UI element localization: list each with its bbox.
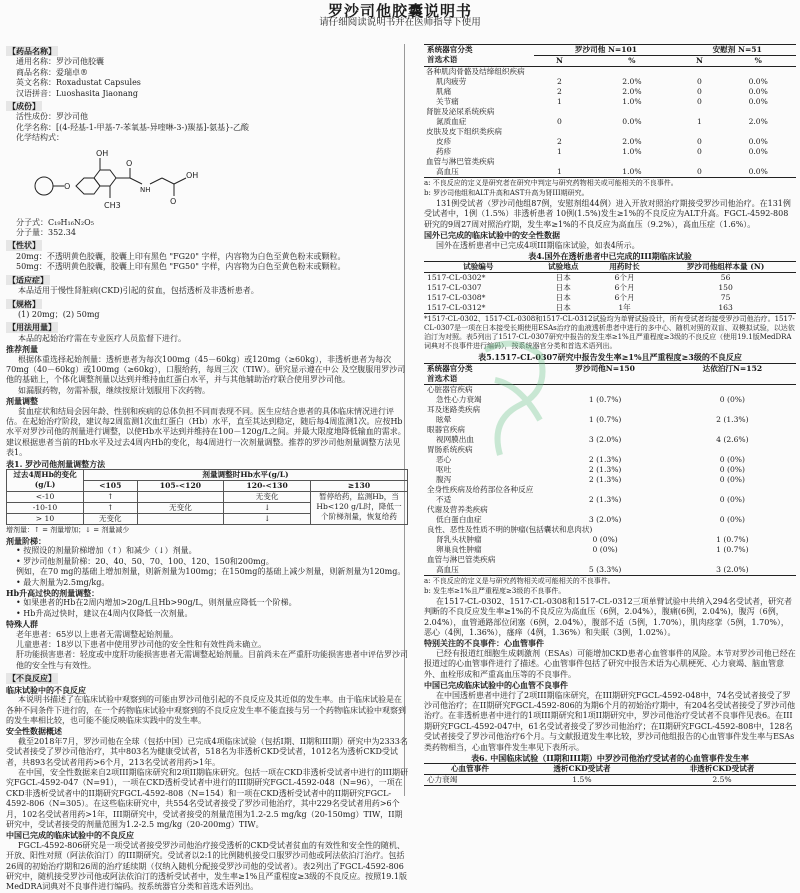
usage-paragraph-3: 如漏服药物，勿需补服，继续按原计划服用下次药物。 [18,385,210,395]
table1-cell: ↑ [84,492,138,503]
table5-group-row [424,485,796,495]
table5-cell: 2 (1.3%) [588,494,622,504]
table4-cell: 日本 [555,293,571,303]
table2-group-row [424,157,796,167]
table2-row [424,137,796,147]
table5-group-label: 良性、恶性及性质不明的肿瘤(包括囊状和息肉状) [427,524,593,534]
table5-group-label: 心脏器官疾病 [427,384,473,394]
table4-title: 表4.国外在透析患者中已完成的III期临床试验 [528,251,692,262]
table5-row [424,515,796,525]
table5-group-label: 胃肠系统疾病 [427,444,473,454]
table4-cell: 6个月 [614,283,635,293]
table2-cell: 肌肉疲劳 [436,77,467,86]
right-heading-3: 中国已完成临床试验中的心血管不良事件 [424,680,568,691]
table4-col-header: 试验编号 [463,262,494,272]
table2-group-row [424,127,796,137]
table5-cell: 肾乳头状肿瘤 [436,534,482,544]
table5-cell: 2 (1.3%) [588,464,622,474]
section-drug-name: 【药品名称】 [8,46,56,56]
table2-cell: 1 [557,147,562,156]
table2-group-label: 血管与淋巴管类疾病 [426,157,495,166]
dose-steps-heading: 剂量阶梯： [6,536,46,546]
table1-cell: > 10 [7,514,84,525]
table5-row [424,455,796,465]
table5-group-row [424,525,796,535]
drug-name-line: 商品名称：爱瑞卓® [16,67,88,77]
section-usage: 【用法用量】 [8,322,56,333]
table4-cell: 日本 [555,283,571,293]
table2-cell: 1 [697,117,702,126]
table2-cell: 1 [557,167,562,176]
table2-cell: 0.0% [748,87,768,96]
table2-cell: 皮疹 [436,137,452,146]
table5-cell: 2 (1.3%) [588,454,622,464]
table4-cell: 75 [720,293,731,303]
special-population-list [6,630,408,672]
right-paragraph-4: 在1517-CL-0302、1517-CL-0308和1517-CL-0312三项单臂试验中共纳入294名受试者，研究者判断的不良反应发生率≥1%的不良反应为高血压（6例，2.04%），腹痛(6例，2.04%)，腹泻（6例，2.04%），血管通路部位闭塞（6例，2.04%），腹部不适（5例，1.70%），肌肉痉挛（5例，1.70%），恶心（4例，1.36%），瘙痒（4例，1.36%）和失眠（3例，1.02%）。 [424,596,792,638]
table5-row [424,415,796,425]
special-population-line: 儿童患者：18岁以下患者中使用罗沙司他的安全性和有效性尚未确立。 [16,640,267,650]
table1-cell [137,492,224,503]
table1-dose-adjustment [6,469,408,525]
table2-row [424,77,796,87]
table2-cell: 2.0% [748,117,768,126]
table1-cell: 无变化 [84,514,138,525]
table5-group-row [424,425,796,435]
hb-rise-line: • Hb升高过快时，建议在4周内仅降低一次剂量。 [16,608,193,618]
svg-text:O: O [170,196,177,206]
table4-cell: 163 [718,303,733,313]
table5-group-label: 眼器官疾病 [427,424,465,434]
table1-subcol-header: <105 [84,481,138,492]
table2-group-label: 肾脏及泌尿系统疾病 [426,107,495,116]
drug-name-line: 汉语拼音：Luoshasita Jiaonang [16,88,139,98]
right-heading-2: 特别关注的不良事件：心血管事件 [424,638,544,649]
table5-cell: 1 (0.7%) [716,544,749,554]
table1-body [7,492,408,525]
table5-group-row [424,505,796,515]
table4-cell: 6个月 [614,293,635,303]
table5-cell: 2 (1.3%) [588,474,622,484]
table2-cell: 0 [697,97,702,106]
table4-body [424,273,796,314]
adverse-heading-3: 中国已完成的临床试验中的不良反应 [6,830,134,841]
table2-group-row [424,107,796,117]
table2-row [424,117,796,127]
table1-cell [137,514,224,525]
table5-cell: 0 (0%) [719,494,745,504]
table6-cell: 心力衰竭 [427,775,458,785]
table5-cell: 2 (1.3%) [716,414,749,424]
table2-cell: 高血压 [436,167,459,176]
table2-body [424,67,796,178]
table1-head2: 剂量调整时Hb水平(g/L) [84,470,408,481]
table5-cell: 眩晕 [436,414,452,424]
composition-line: 化学结构式： [16,133,64,143]
table2-head-placebo: 安慰剂 N=51 [712,45,762,54]
svg-text:OH: OH [186,170,199,180]
table2-cell: 0.0% [622,117,642,126]
table6-col-header: 非透析CKD受试者 [689,764,755,774]
table5-cell: 3 (2.0%) [588,514,622,524]
table2-cell: 2 [557,87,562,96]
table5-group-row [424,384,796,395]
svg-text:OH: OH [96,148,109,158]
indication-text: 本品适用于慢性肾脏病(CKD)引起的贫血，包括透析及非透析患者。 [18,286,259,296]
table6-col-header: 透析CKD受试者 [553,764,611,774]
table5-cell: 卵巢良性肿瘤 [436,544,482,554]
hb-rise-line: • 如果患者的Hb在2周内增加>20g/L且Hb>90g/L，则剂量应降低一个阶梯。 [16,598,297,608]
table5-row [424,475,796,485]
table2-cell: 0 [697,77,702,86]
table2-head-pct: % [754,56,762,65]
description-line: 50mg：不透明黄色胶囊，胶囊上印有黑色 "FG50" 字样，内容物为白色至黄色粉末或颗粒。 [16,262,346,272]
table5-cell: 1 (0.7%) [716,534,749,544]
table5-row [424,535,796,545]
table4-cell: 1517-CL-0308* [427,293,486,303]
table4-cell: 6个月 [614,273,635,283]
dose-step-line: • 按照设的剂量阶梯增加（↑）和减少（↓）剂量。 [16,546,197,556]
table1-cell: 无变化 [224,492,311,503]
table2-row [424,167,796,178]
adverse-heading-1: 临床试验中的不良反应 [6,684,86,695]
table1-head1: 过去4周Hb的变化 (g/L) [7,470,84,492]
table5-title: 表5.1517-CL-0307研究中报告发生率≥1%且严重程度≥3级的不良反应 [478,352,742,363]
table1-row [7,492,408,503]
table5-note: b: 发生率≥1%且严重程度≥3级的不良事件。 [424,586,566,595]
table5-cell: 3 (2.0%) [716,564,749,574]
table2-cell: 氮质血症 [436,117,467,126]
table5-group-label: 代谢及营养类疾病 [427,504,488,514]
table4-row [424,273,796,284]
table5-cell: 0 (0%) [592,544,618,554]
table5-cell: 0 (0%) [719,394,745,404]
special-population-line: 老年患者：65岁以上患者无需调整起始剂量。 [16,629,179,639]
table4-cell: 1年 [618,303,631,313]
right-paragraph-3: *1517-CL-0302、1517-CL-0308和1517-CL-0312试验均为单臂试验设计，所有受试者均接受罗沙司他治疗。1517-CL-0307是一项在日本接受长期使用ESAs治疗的血液透析患者中进行的多中心、随机对照的双盲、双模拟试验，以达依泊汀为对照。表5列出了1517-CL-0307研究中报告的发生率≥1%且严重程度≥3级的不良反应（使用19.1版MedDRA词典对不良事件进行编码），按系统器官分类和首选术语列出。 [424,315,795,351]
table2-cell: 0.0% [748,97,768,106]
table6-header [424,764,796,775]
table5-col-header: 系统器官分类 首选术语 [427,363,473,383]
drug-name-block [6,57,408,99]
right-paragraph-2: 国外在透析患者中已完成4项III期临床试验，如表4所示。 [436,240,640,250]
table2-cell: 0.0% [748,147,768,156]
table2-note: a: 不良反应的定义是研究者在研究中判定与研究药物相关或可能相关的不良事件。 [424,179,678,187]
table2-cell: 2 [557,137,562,146]
table1-cell: 无变化 [137,503,224,514]
special-population-line: 肝功能损害患者：轻度或中度肝功能损害患者无需调整起始剂量。目前尚未在严重肝功能损害患者中评估罗沙司他的安全性与有效性。 [16,650,408,670]
chemical-structure-diagram [26,146,408,216]
table5-cell: 呕吐 [436,464,452,474]
table2-cell: 关节痛 [436,97,459,106]
table4-cell: 56 [720,273,731,283]
table2-cell: 2.0% [622,137,642,146]
table5-cell: 1 (0.7%) [588,394,622,404]
section-adverse-reactions: 【不良反应】 [8,673,56,684]
table5-cell: 腹泻 [436,474,452,484]
document-subtitle: 请仔细阅读说明书并在医师指导下使用 [319,17,481,29]
table2-head-n: N [555,56,563,65]
table5-cell: 0 (0%) [719,464,745,474]
right-paragraph-6: 在中国透析患者中进行了2项III期临床研究，在III期研究FGCL-4592-048中，74名受试者接受了罗沙司他治疗；在II期研究FGCL-4592-806的为期6个月的初始治疗期中，有204名受试者接受了罗沙司他治疗。在非透析患者中进行的1项III期研究和1项II期研究中，罗沙司他治疗受试者不良事件见表6。在III期研究FGCL-4592-047中，61名受试者接受了罗沙司他治疗；在II期研究FGCL-4592-808中，128名受试者接受了罗沙司他治疗6个月。与文献报道发生率比较，罗沙司他组报告的心血管事件发生率与ESAs类药物相当，心血管事件发生率见下表所示。 [424,690,796,752]
recommended-dose-heading: 推荐剂量 [6,344,38,355]
table5-group-label: 全身性疾病及给药部位各种反应 [427,484,534,494]
specification-text: (1) 20mg；(2) 50mg [18,309,100,319]
table2-cell: 0 [697,147,702,156]
table5-row [424,395,796,405]
table2-note: b: 罗沙司他组和ALT升高和AST升高为肾III期研究。 [424,189,589,197]
table1-cell: ↓ [224,514,311,525]
table4-cell: 日本 [555,303,571,313]
dose-steps-list [6,546,408,588]
table2-head-soc: 系统器官分类 首选术语 [427,45,473,64]
table2-cell: 药疹 [436,147,452,156]
dose-step-line: • 罗沙司他剂量阶梯：20、40、50、70、100、120、150和200mg。 [16,556,274,566]
special-population-heading: 特殊人群 [6,619,38,630]
table4-cell: 150 [718,283,733,293]
table4-col-header: 用药时长 [609,262,640,272]
table2-cell: 0 [697,87,702,96]
table5-cell: 急性心力衰竭 [436,394,482,404]
section-indication: 【适应症】 [8,274,48,285]
section-description: 【性状】 [8,240,40,251]
table1-note: 增剂量：↑ = 剂量增加；↓ = 剂量减少 [6,526,130,534]
adverse-paragraph-2: 截至2018年7月，罗沙司他在全球（包括中国）已完成4项临床试验（包括I期、II期和III期）研究中为2333名受试者接受了罗沙司他治疗，其中803名为健康受试者，518名为非透析CKD受试者，1012名为透析CKD受试者，共893名受试者用药>6个月，213名受试者用药>1年。 [6,736,408,767]
composition-line: 化学名称：[(4-羟基-1-甲基-7-苯氧基-异喹啉-3-)羰基]-氨基}-乙酸 [16,122,249,132]
table5-cell: 0 (0%) [592,534,618,544]
svg-text:O: O [126,158,133,168]
table4-row [424,283,796,293]
formula-line: 分子量：352.34 [16,228,76,238]
formula-line: 分子式：C₁₉H₁₆N₂O₅ [16,217,94,227]
section-specification: 【规格】 [8,298,40,309]
svg-text:O: O [64,181,71,191]
table5-cell: 4 (2.6%) [716,434,749,444]
table4-cell: 日本 [555,273,571,283]
left-column [6,44,408,892]
table5-adverse [424,363,796,576]
table5-group-label: 血管与淋巴管类疾病 [427,554,496,564]
description-line: 20mg：不透明黄色胶囊，胶囊上印有黑色 "FG20" 字样，内容物为白色至黄色粉末或颗粒。 [16,251,346,261]
structure-svg [26,146,256,216]
table5-body [424,384,796,575]
table4-cell: 1517-CL-0302* [427,273,486,283]
table1-title: 表1. 罗沙司他剂量调整方法 [6,458,106,469]
table5-col-header: 达依泊汀N=152 [702,363,763,373]
table1-cell: ↑ [84,503,138,514]
table5-cell: 5 (3.3%) [588,564,622,574]
table1-cell: -10-10 [7,503,84,514]
description-block [6,252,408,273]
usage-paragraph-1: 本品的起始治疗需在专业医疗人员监督下进行。 [18,333,186,343]
document-header [0,0,800,29]
table2-cell: 0 [557,117,562,126]
table2-row [424,97,796,107]
dose-adjustment-heading: 剂量调整 [6,396,38,407]
table2-head-pct: % [628,56,636,65]
table6-cell: 1.5% [572,775,592,785]
table2-cell: 肌痛 [436,87,452,96]
table5-cell: 不适 [436,494,452,504]
table2-cell: 1.0% [622,97,642,106]
table5-cell: 低白蛋白血症 [436,514,482,524]
table5-cell: 0 (0%) [719,454,745,464]
document-title: 罗沙司他胶囊说明书 [327,2,472,20]
table2-head-n: N [695,56,703,65]
table2-adverse [424,44,796,178]
table6-col-header: 心血管事件 [450,764,489,774]
table2-row [424,147,796,157]
table4-row [424,293,796,303]
right-heading-1: 国外已完成的临床试验中的安全性数据 [424,230,560,241]
table5-row [424,565,796,576]
adverse-paragraph-3: 在中国，安全性数据来自2项III期临床研究和2项II期临床研究。包括一项在CKD非透析受试者中进行的III期研究FGCL-4592-047（N=91），一项在CKD透析受试者中进行的III期研究FGCL-4592-048（N=96），一项在CKD非透析受试者中的II期研究FGCL-4592-808（N=154）和一项在CKD透析受试者中的II期研究FGCL-4592-806（N=305）。在这些临床研究中，共554名受试者接受了罗沙司他治疗，其中229名受试者用药>6个月，102名受试者用药>1年，III期研究中，受试者接受的剂量范围为1.2-2.5 mg/kg（20-150mg）TIW，II期研究中，受试者接受的剂量范围为1.2-2.5 mg/kg（20-200mg）TIW。 [6,767,408,829]
table5-row [424,435,796,445]
table2-cell: 0 [697,167,702,176]
table1-cell: ↓ [224,503,311,514]
table2-cell: 1.0% [622,147,642,156]
table2-group-row [424,67,796,78]
table1-subcol-header: 105-<120 [137,481,224,492]
table4-cell: 1517-CL-0307 [427,283,482,293]
table1-suspend-note: 暂停给药，监测Hb，当Hb<120 g/L时，降低一个阶梯剂量，恢复给药 [311,492,408,525]
table2-cell: 0.0% [748,77,768,86]
table5-cell: 视网膜出血 [436,434,474,444]
table2-cell: 0.0% [748,137,768,146]
table4-row [424,303,796,314]
table5-cell: 1 (0.7%) [588,414,622,424]
table5-cell: 3 (2.0%) [588,434,622,444]
table6-body [424,775,796,786]
dose-step-line: 例如，在70 mg的基础上增加剂量，则新剂量为100mg；在150mg的基础上减少剂量，则新剂量为120mg。 [16,567,406,577]
svg-text:CH3: CH3 [104,200,121,210]
table2-head-roxa: 罗沙司他 N=101 [574,45,638,54]
adverse-paragraph-4: FGCL-4592-806研究是一项受试者接受罗沙司他治疗接受透析的CKD受试者贫血的有效性和安全性的随机、开放、阳性对照（阿法依泊汀）的III期研究。受试者以2:1的比例随机接受口服罗沙司他或阿法依泊汀治疗。包括26周的初始治疗期和26周的治疗延续期（仅纳入随机分配接受罗沙司他的受试者）。表2列出了FGCL-4592-806研究中，随机接受罗沙司他或阿法依泊汀的透析受试者中，发生率≥1%且严重程度≥3级的不良反应。按照19.1版MedDRA词典对不良事件进行编码。按系统器官分类和首选术语列出。 [6,840,407,892]
table5-cell: 0 (0%) [719,514,745,524]
section-composition: 【成份】 [8,101,40,112]
table6-cell: 2.5% [712,775,732,785]
table4-cell: 1517-CL-0312* [427,303,486,313]
table2-notes [424,179,796,198]
table5-group-row [424,405,796,415]
composition-block [6,112,408,143]
table6-title: 表6. 中国临床试验（II期和III期）中罗沙司他治疗受试者的心血管事件发生率 [471,752,749,763]
drug-name-line: 通用名称：罗沙司他胶囊 [16,57,104,67]
table5-row [424,465,796,475]
usage-paragraph-2: 根据体重选择起始剂量：透析患者为每次100mg（45－60kg）或120mg（≥60kg），非透析患者为每次70mg（40－60kg）或100mg（≥60kg），口服给药，每周三次（TIW）。研究显示遵在中公 及空腹服用罗沙司他的基础上，个体化调整剂量以达到并维持血红蛋白水平，并与其他辅助治疗联合使用罗沙司他。 [6,354,406,385]
table2-row [424,87,796,97]
table5-group-row [424,445,796,455]
table5-cell: 高血压 [436,564,459,574]
table4-header [424,262,796,273]
hb-rise-list [6,598,408,619]
table2-group-label: 皮肤及皮下组织类疾病 [426,127,502,136]
table2-cell: 2.0% [622,87,642,96]
formula-block [6,218,408,239]
hb-rise-heading: Hb升高过快的剂量调整： [6,588,100,599]
table6-row [424,775,796,786]
adverse-paragraph-1: 本说明书描述了在临床试验中观察到的可能由罗沙司他引起的不良反应及其近似的发生率。由于临床试验是在各种不同条件下进行的，在一个药物临床试验中观察到的不良反应发生率不能直接与另一个药物临床试验中观察到的发生率相比较，也可能不能反映临床实践中的发生率。 [6,695,406,725]
right-column [424,44,796,796]
composition-line: 活性成份：罗沙司他 [16,112,88,122]
table5-cell: 0 (0%) [719,474,745,484]
table2-cell: 0 [697,137,702,146]
table4-col-header: 试验地点 [548,262,579,272]
table2-cell: 2.0% [622,77,642,86]
table5-group-label: 耳及迷路类疾病 [427,404,481,414]
table5-col-header: 罗沙司他N=150 [575,363,635,373]
table2-cell: 2 [557,77,562,86]
table1-cell: <-10 [7,492,84,503]
table6-cardio [424,763,796,786]
table5-row [424,495,796,505]
right-paragraph-5: 已经有报道红细胞生成刺激剂（ESAs）可能增加CKD患者心血管事件的风险。本节对罗沙司他已经在报道过的心血管事件进行了描述。心血管事件包括了研究中报告术语为心肌梗死、心力衰竭、脑血管意外、血栓形成和严重高血压等的不良事件。 [424,648,796,679]
table5-header [424,363,796,384]
table4-col-header: 罗沙司他组样本量 (N) [686,262,765,272]
table2-cell: 1 [557,97,562,106]
right-paragraph-1: 131例受试者（罗沙司他组87例，安慰剂组44例）进入开放对照治疗期接受罗沙司他治疗。在131例受试者中，1例（1.5%）非透析患者 10例(1.5%)发生≥1%的不良反应为ALT升高。FGCL-4592-808研究的9周27周对照治疗期，发生率≥1%的不良反应为高血压（9.2%），高血压症（1.6%）。 [424,199,791,229]
drug-name-line: 英文名称：Roxadustat Capsules [16,78,141,88]
table2-group-label: 各种肌肉骨骼及结缔组织疾病 [426,67,525,76]
table2-cell: 1.0% [622,167,642,176]
table2-cell: 0.0% [748,167,768,176]
table5-group-row [424,555,796,565]
table1-subcol-header: 120-<130 [224,481,311,492]
table5-cell: 恶心 [436,454,452,464]
table5-notes [424,577,796,596]
svg-text:NH: NH [140,185,151,194]
table1-subcol-header: ≥130 [311,481,408,492]
table5-row [424,545,796,555]
dose-step-line: • 最大剂量为2.5mg/kg。 [16,577,110,587]
table5-note: a: 不良反应的定义是与研究药物相关或可能相关的不良事件。 [424,576,615,585]
table4-trials [424,261,796,314]
adverse-heading-2: 安全性数据概述 [6,726,62,737]
usage-paragraph-4: 贫血症状和结局会因年龄、性别和疾病的总体负担不同而表现不同。医生应结合患者的具体临床情况进行评估。在起始治疗阶段，建议每2周监测1次血红蛋白（Hb）水平，直至其达到稳定，随后每4周监测1次。应按Hb水平对罗沙司他的剂量进行调整，以使Hb水平达到并维持在100－120g/L之间。并最大限度地降低输血的需求。建议根据患者当前的Hb水平及过去4周内Hb的变化，每4周进行一次剂量调整。推荐的罗沙司他剂量调整方法见表1。 [6,406,406,458]
